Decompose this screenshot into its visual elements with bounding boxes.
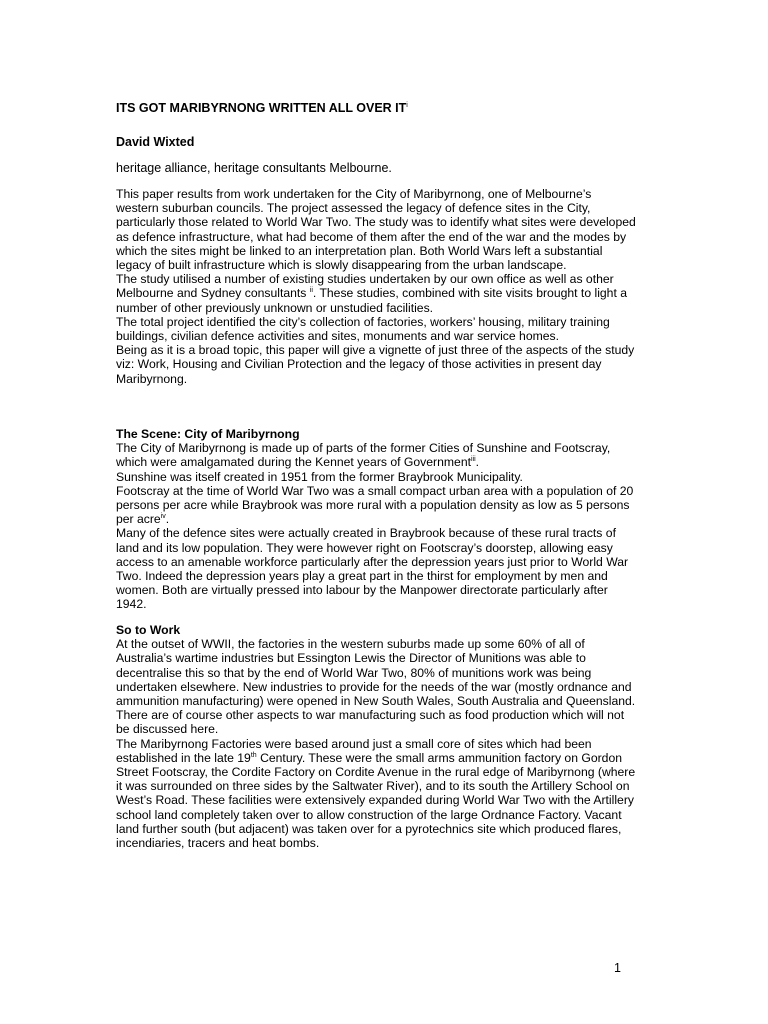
scene-section — [116, 427, 636, 612]
scene-paragraph-1 — [116, 441, 636, 469]
intro-p2-text-b: . These studies, combined with site visits brought to light a number of other previously unknown or unstudied facilities. — [116, 286, 628, 315]
document-title — [116, 101, 408, 115]
author-affiliation: heritage alliance, heritage consultants Melbourne. — [116, 161, 392, 175]
intro-paragraph-2 — [116, 272, 636, 315]
intro-section — [116, 187, 636, 386]
work-p2-text-b: Century. These were the small arms ammunition factory on Gordon Street Footscray, the Cordite Factory on Cordite Avenue in the rural edge of Maribyrnong (where it was surrounded on three sides by the Saltwater River), and to its south the Artillery School on West’s Road. These facilities were extensively expanded during World War Two with the Artillery school land completely taken over to allow construction of the large Ordnance Factory. Vacant land further south (but adjacent) was taken over for a pyrotechnics site which produced flares, incendiaries, tracers and heat bombs. — [116, 750, 636, 851]
work-paragraph-1: At the outset of WWII, the factories in the western suburbs made up some 60% of all of Australia’s wartime industries but Essington Lewis the Director of Munitions was able to decentralise this so that by the end of World War Two, 80% of munitions work was being undertaken elsewhere. New industries to provide for the needs of the war (mostly ordnance and ammunition manufacturing) were opened in New South Wales, South Australia and Queensland. There are of course other aspects to war manufacturing such as food production which will not be discussed here. — [116, 637, 636, 737]
intro-paragraph-1: This paper results from work undertaken for the City of Maribyrnong, one of Melbourne’s western suburban councils. The project assessed the legacy of defence sites in the City, particularly those related to World War Two. The study was to identify what sites were developed as defence infrastructure, what had become of them after the end of the war and the modes by which the sites might be linked to an interpretation plan. Both World Wars left a substantial legacy of built infrastructure which is slowly disappearing from the urban landscape. — [116, 187, 636, 273]
work-paragraph-2 — [116, 737, 636, 851]
scene-paragraph-3 — [116, 484, 636, 527]
work-p2-text-a: The Maribyrnong Factories were based around just a small core of sites which had been established in the late 19 — [116, 736, 592, 765]
scene-p1-text: The City of Maribyrnong is made up of parts of the former Cities of Sunshine and Footscray, which were amalgamated during the Kennet years of Government — [116, 441, 611, 470]
intro-p2-text-a: The study utilised a number of existing studies undertaken by our own office as well as other Melbourne and Sydney consultants — [116, 272, 614, 301]
title-text: ITS GOT MARIBYRNONG WRITTEN ALL OVER IT — [116, 101, 407, 115]
endnote-marker-iv: iv — [160, 513, 166, 521]
title-endnote-marker: i — [406, 101, 408, 109]
work-section — [116, 623, 636, 850]
intro-paragraph-3: The total project identified the city’s collection of factories, workers’ housing, military training buildings, civilian defence activities and sites, monuments and war service homes. — [116, 314, 610, 344]
scene-p1-end: . — [475, 455, 480, 470]
scene-p3-end: . — [165, 512, 170, 527]
scene-p3-text: Footscray at the time of World War Two was a small compact urban area with a population of 20 persons per acre while Braybrook was more rural with a population density as low as 5 persons per acre — [116, 483, 634, 527]
scene-paragraph-4: Many of the defence sites were actually created in Braybrook because of these rural tracts of land and its low population. They were however right on Footscray’s doorstep, allowing easy access to an amenable workforce particularly after the depression years just prior to World War Two. Indeed the depression years play a great part in the thirst for employment by men and women. Both are virtually pressed into labour by the Manpower directorate particularly after 1942. — [116, 526, 629, 612]
author-name: David Wixted — [116, 135, 195, 149]
endnote-marker-iii: iii — [471, 456, 476, 464]
scene-paragraph-2: Sunshine was itself created in 1951 from the former Braybrook Municipality. — [116, 469, 523, 484]
scene-heading: The Scene: City of Maribyrnong — [116, 427, 300, 441]
endnote-marker-ii: ii — [309, 287, 313, 295]
work-heading: So to Work — [116, 623, 181, 637]
intro-paragraph-4: Being as it is a broad topic, this paper will give a vignette of just three of the aspects of the study viz: Work, Housing and Civilian Protection and the legacy of those activities in present day Maribyrnong. — [116, 343, 635, 386]
ordinal-superscript: th — [250, 751, 257, 759]
page-number: 1 — [614, 961, 621, 975]
